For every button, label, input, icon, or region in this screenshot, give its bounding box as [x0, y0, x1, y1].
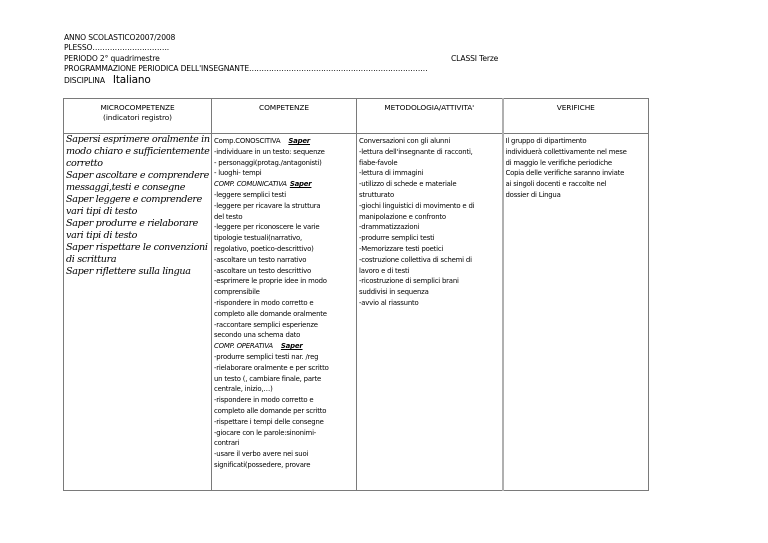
microcompetenza-item: Saper ascoltare e comprendere messaggi,testi e consegne [66, 170, 209, 193]
text-line: centrale, inizio,…) [214, 385, 273, 394]
text-line: -leggere per ricavare la struttura [214, 201, 321, 210]
text-line: di maggio le verifiche periodiche [505, 158, 612, 167]
text-line: -lettura di immagini [359, 169, 424, 178]
saper-label: Saper [289, 180, 312, 189]
text-line: regolativo, poetico-descrittivo) [214, 244, 314, 253]
comp-conoscitiva-heading [214, 136, 356, 147]
text-line: -giocare con le parole:sinonimi- [214, 428, 317, 437]
microcompetenze-cell [64, 134, 212, 491]
text-line: ai singoli docenti e raccolte nel [505, 180, 607, 189]
comp-comunicativa-label: COMP. COMUNICATIVA [214, 180, 287, 189]
text-line: -esprimere le proprie idee in modo [214, 277, 327, 286]
text-line: -costruzione collettiva di schemi di [359, 255, 472, 264]
text-line: -ricostruzione di semplici brani [359, 277, 459, 286]
text-line: -rispettare i tempi delle consegne [214, 417, 324, 426]
text-line: Conversazioni con gli alunni [359, 137, 451, 145]
text-line: -raccontare semplici esperienze [214, 320, 318, 329]
text-line: -lettura dell'insegnante di racconti, [359, 147, 473, 156]
plesso: PLESSO…………………………. [64, 43, 170, 52]
microcompetenza-item: Saper rispettare le convenzioni di scrittura [66, 242, 208, 265]
text-line: lavoro e di testi [359, 266, 410, 275]
verifiche-cell [503, 134, 649, 491]
text-line: -leggere per riconoscere le varie [214, 223, 320, 232]
text-line: -rispondere in modo corretto e [214, 396, 314, 405]
header-competenze: COMPETENZE [212, 99, 357, 134]
microcompetenza-item: Sapersi esprimere oralmente in modo chiaro e sufficientemente corretto [66, 134, 210, 169]
programmazione: PROGRAMMAZIONE PERIODICA DELL'INSEGNANTE……………………………………………………………… [64, 64, 428, 73]
text-line: significati(possedere, provare [214, 460, 311, 469]
text-line: contrari [214, 439, 240, 448]
text-line: secondo una schema dato [214, 331, 301, 340]
text-line: -avvio al riassunto [359, 298, 419, 307]
microcompetenza-item: Saper produrre e rielaborare vari tipi di testo [66, 218, 199, 241]
header-verifiche: VERIFICHE [503, 99, 649, 134]
comp-operativa-label: COMP. OPERATIVA [214, 342, 273, 351]
comp-comunicativa-heading [214, 179, 356, 190]
text-line: completo alle domande per scritto [214, 406, 327, 415]
periodo: PERIODO 2° quadrimestre [64, 54, 160, 63]
comp-operativa-list [214, 352, 356, 471]
text-line: -produrre semplici testi nar. /reg [214, 352, 319, 361]
text-line: -usare il verbo avere nei suoi [214, 450, 309, 459]
text-line: -produrre semplici testi [359, 234, 435, 243]
text-line: dossier di Lingua [505, 190, 561, 199]
text-line: del testo [214, 212, 243, 221]
text-line: -giochi linguistici di movimento e di [359, 201, 475, 210]
comp-comunicativa-list [214, 190, 356, 341]
saper-label: Saper [288, 137, 310, 145]
text-line: -Memorizzare testi poetici [359, 244, 444, 253]
header-microcompetenze [64, 99, 212, 134]
programmazione-table [63, 98, 649, 491]
comp-conoscitiva-list [214, 147, 356, 179]
disciplina-label: DISCIPLINA [64, 76, 105, 85]
disciplina-value: Italiano [112, 74, 151, 86]
text-line: -ascoltare un testo descrittivo [214, 266, 311, 275]
text-line: Copia delle verifiche saranno inviate [505, 169, 625, 178]
text-line: - luoghi- tempi [214, 169, 262, 178]
microcompetenza-item: Saper leggere e comprendere vari tipi di testo [66, 194, 202, 217]
metodologia-cell [357, 134, 503, 491]
text-line: Il gruppo di dipartimento [505, 137, 587, 145]
text-line: -leggere semplici testi [214, 190, 286, 199]
comp-operativa-heading [214, 341, 356, 352]
saper-label: Saper [280, 342, 303, 351]
disciplina [64, 75, 151, 86]
text-line: suddivisi in sequenza [359, 288, 429, 297]
classi: CLASSI Terze [451, 54, 499, 63]
text-line: - personaggi(protag./antagonisti) [214, 158, 322, 167]
text-line: individuerà collettivamente nel mese [505, 147, 627, 156]
text-line: manipolazione e confronto [359, 212, 446, 221]
text-line: tipologie testuali(narrativo, [214, 234, 303, 243]
competenze-cell [212, 134, 357, 491]
text-line: strutturato [359, 190, 395, 199]
text-line: -utilizzo di schede e materiale [359, 180, 457, 189]
text-line: -ascoltare un testo narrativo [214, 255, 307, 264]
text-line: -rielaborare oralmente e per scritto [214, 363, 329, 372]
table-row [64, 134, 649, 491]
header-micro-title: MICROCOMPETENZE [100, 103, 175, 112]
text-line: -rispondere in modo corretto e [214, 298, 314, 307]
microcompetenza-item: Saper riflettere sulla lingua [66, 266, 191, 277]
text-line: fiabe-favole [359, 158, 398, 167]
text-line: comprensibile [214, 288, 260, 297]
text-line: un testo (, cambiare finale, parte [214, 374, 322, 383]
text-line: completo alle domande oralmente [214, 309, 327, 318]
header-metodologia: METODOLOGIA/ATTIVITA' [357, 99, 503, 134]
table-header-row [64, 99, 649, 134]
text-line: -individuare in un testo: sequenze [214, 147, 325, 156]
text-line: -drammatizzazioni [359, 223, 420, 232]
header-micro-sub: (indicatori registro) [103, 113, 172, 122]
comp-conoscitiva-label: Comp.CONOSCITIVA [214, 137, 281, 145]
anno-scolastico: ANNO SCOLASTICO2007/2008 [64, 33, 176, 42]
